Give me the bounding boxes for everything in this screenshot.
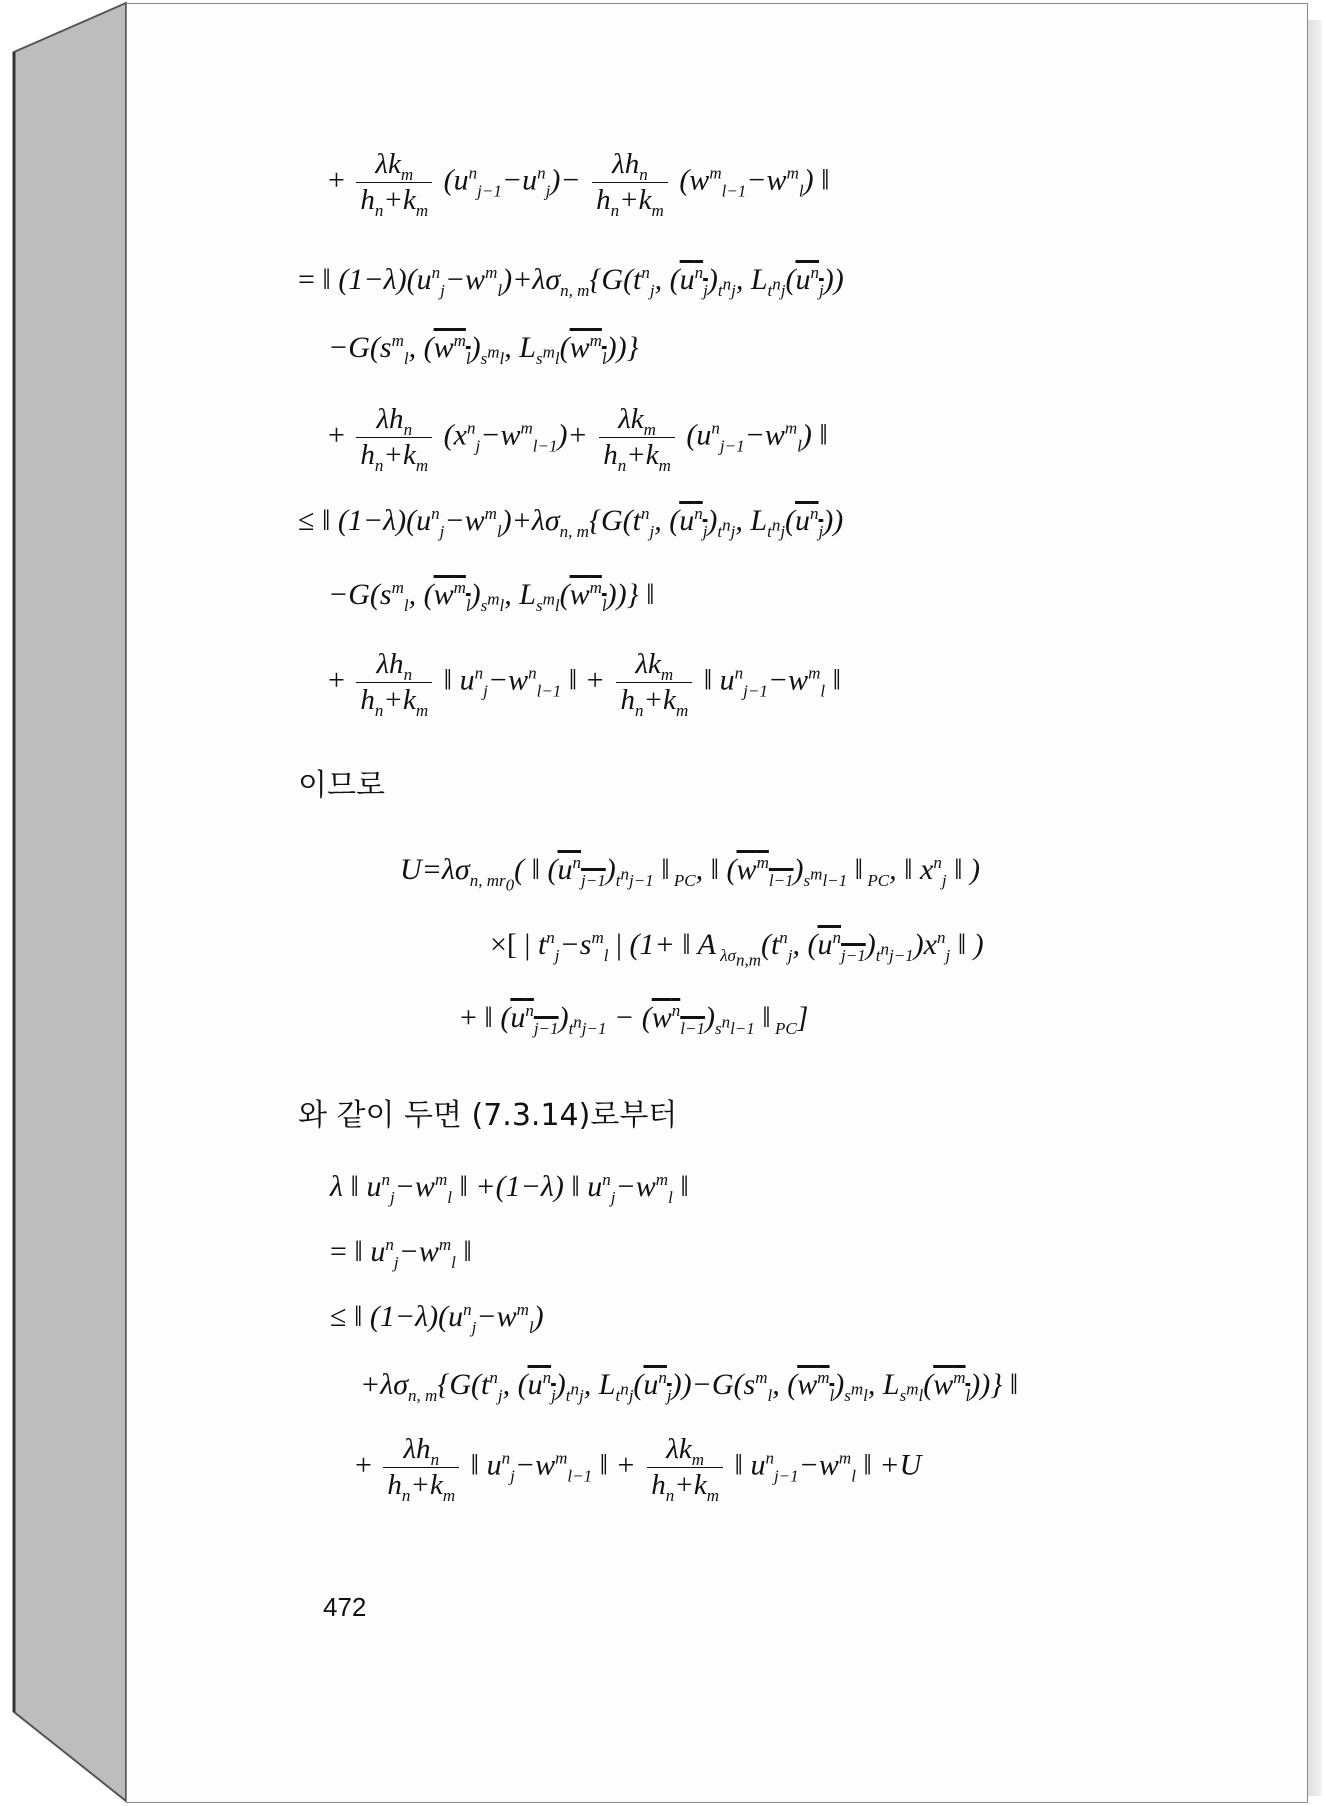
equation-line-12: = ‖ $u^n_j-w^m_l$ ‖ (330, 1235, 472, 1272)
equation-line-6: $-G(s^m_l$, $(w^m_l)_{s^ml}$, $L_{s^ml}(w^m_l)$)} ‖ (328, 578, 655, 615)
text-imeuro: 이므로 (298, 768, 385, 803)
equation-line-10: + ‖ $(u^n_{j-1})_{t^nj-1} - (w^n_{l-1})_{s^nl-1}$ ‖ $_{PC}$] (460, 1001, 809, 1038)
equation-line-15: + $\frac{\lambda h_n}{h_n+k_m}$ ‖ $u^n_j-w^m_{l-1}$ ‖ + $\frac{\lambda k_m}{h_n+k_m}$ ‖ $u^n_{j-1}-w^m_l$ ‖ +U (355, 1433, 922, 1505)
equation-line-8: $U=\lambda\sigma_{n, mr_0}$( ‖ $(u^n_{j-1})_{t^nj-1}$ ‖ $_{PC}$, ‖ $(w^m_{l-1})_{s^ml-1}$ ‖ $_{PC}$, ‖ $x^n_j$ ‖ ) (400, 853, 981, 895)
equation-line-1: + $\frac{\lambda k_m}{h_n+k_m}$ $(u^n_{j-1}-u^n_j)-$ $\frac{\lambda h_n}{h_n+k_m}$ $(w^m_{l-1}-w^m_l)$ ‖ (328, 148, 830, 220)
equation-line-5: ≤ ‖ $(1-\lambda)(u^n_j-w^m_l)+\lambda\sigma_{n, m}\{G(t^n_j$, $(u^n_j)_{t^nj}$, $L_{t^nj}(u^n_j)$) (298, 504, 844, 541)
equation-line-14: $+\lambda\sigma_{n, m}\{G(t^n_j$, $(u^n_j)_{t^nj}$, $L_{t^nj}(u^n_j))-G(s^m_l$, $(w^m_l)_{s^ml}$, $L_{s^ml}(w^m_l)$)} ‖ (360, 1368, 1019, 1405)
equation-line-11: λ ‖ $u^n_j-w^m_l$ ‖ +(1−λ) ‖ $u^n_j-w^m_l$ ‖ (330, 1170, 689, 1207)
equation-line-4: + $\frac{\lambda h_n}{h_n+k_m}$ $(x^n_j-w^m_{l-1})+$ $\frac{\lambda k_m}{h_n+k_m}$ $(u^n_{j-1}-w^m_l)$ ‖ (328, 403, 828, 475)
equation-line-7: + $\frac{\lambda h_n}{h_n+k_m}$ ‖ $u^n_j-w^n_{l-1}$ ‖ + $\frac{\lambda k_m}{h_n+k_m}$ ‖ $u^n_{j-1}-w^m_l$ ‖ (328, 648, 842, 720)
equation-line-9: ×[ | $t^n_j-s^m_l$ | (1+ ‖ A $_{\lambda\sigma_{n,m}}(t^n_j$, $(u^n_{j-1})_{t^nj-1})x^n_j$ ‖ ) (490, 928, 984, 970)
equation-line-13: ≤ ‖ $(1-\lambda)(u^n_j-w^m_l)$ (330, 1300, 544, 1337)
text-wa-gati: 와 같이 두면 (7.3.14)로부터 (298, 1098, 678, 1133)
equation-line-2: = ‖ $(1-\lambda)(u^n_j-w^m_l)+\lambda\sigma_{n, m}\{G(t^n_j$, $(u^n_j)_{t^nj}$, $L_{t^nj}(u^n_j)$) (298, 263, 844, 300)
page-number: 472 (323, 1592, 367, 1622)
equation-line-3: $-G(s^m_l$, $(w^m_l)_{s^ml}$, $L_{s^ml}(w^m_l)$)} (328, 331, 639, 368)
